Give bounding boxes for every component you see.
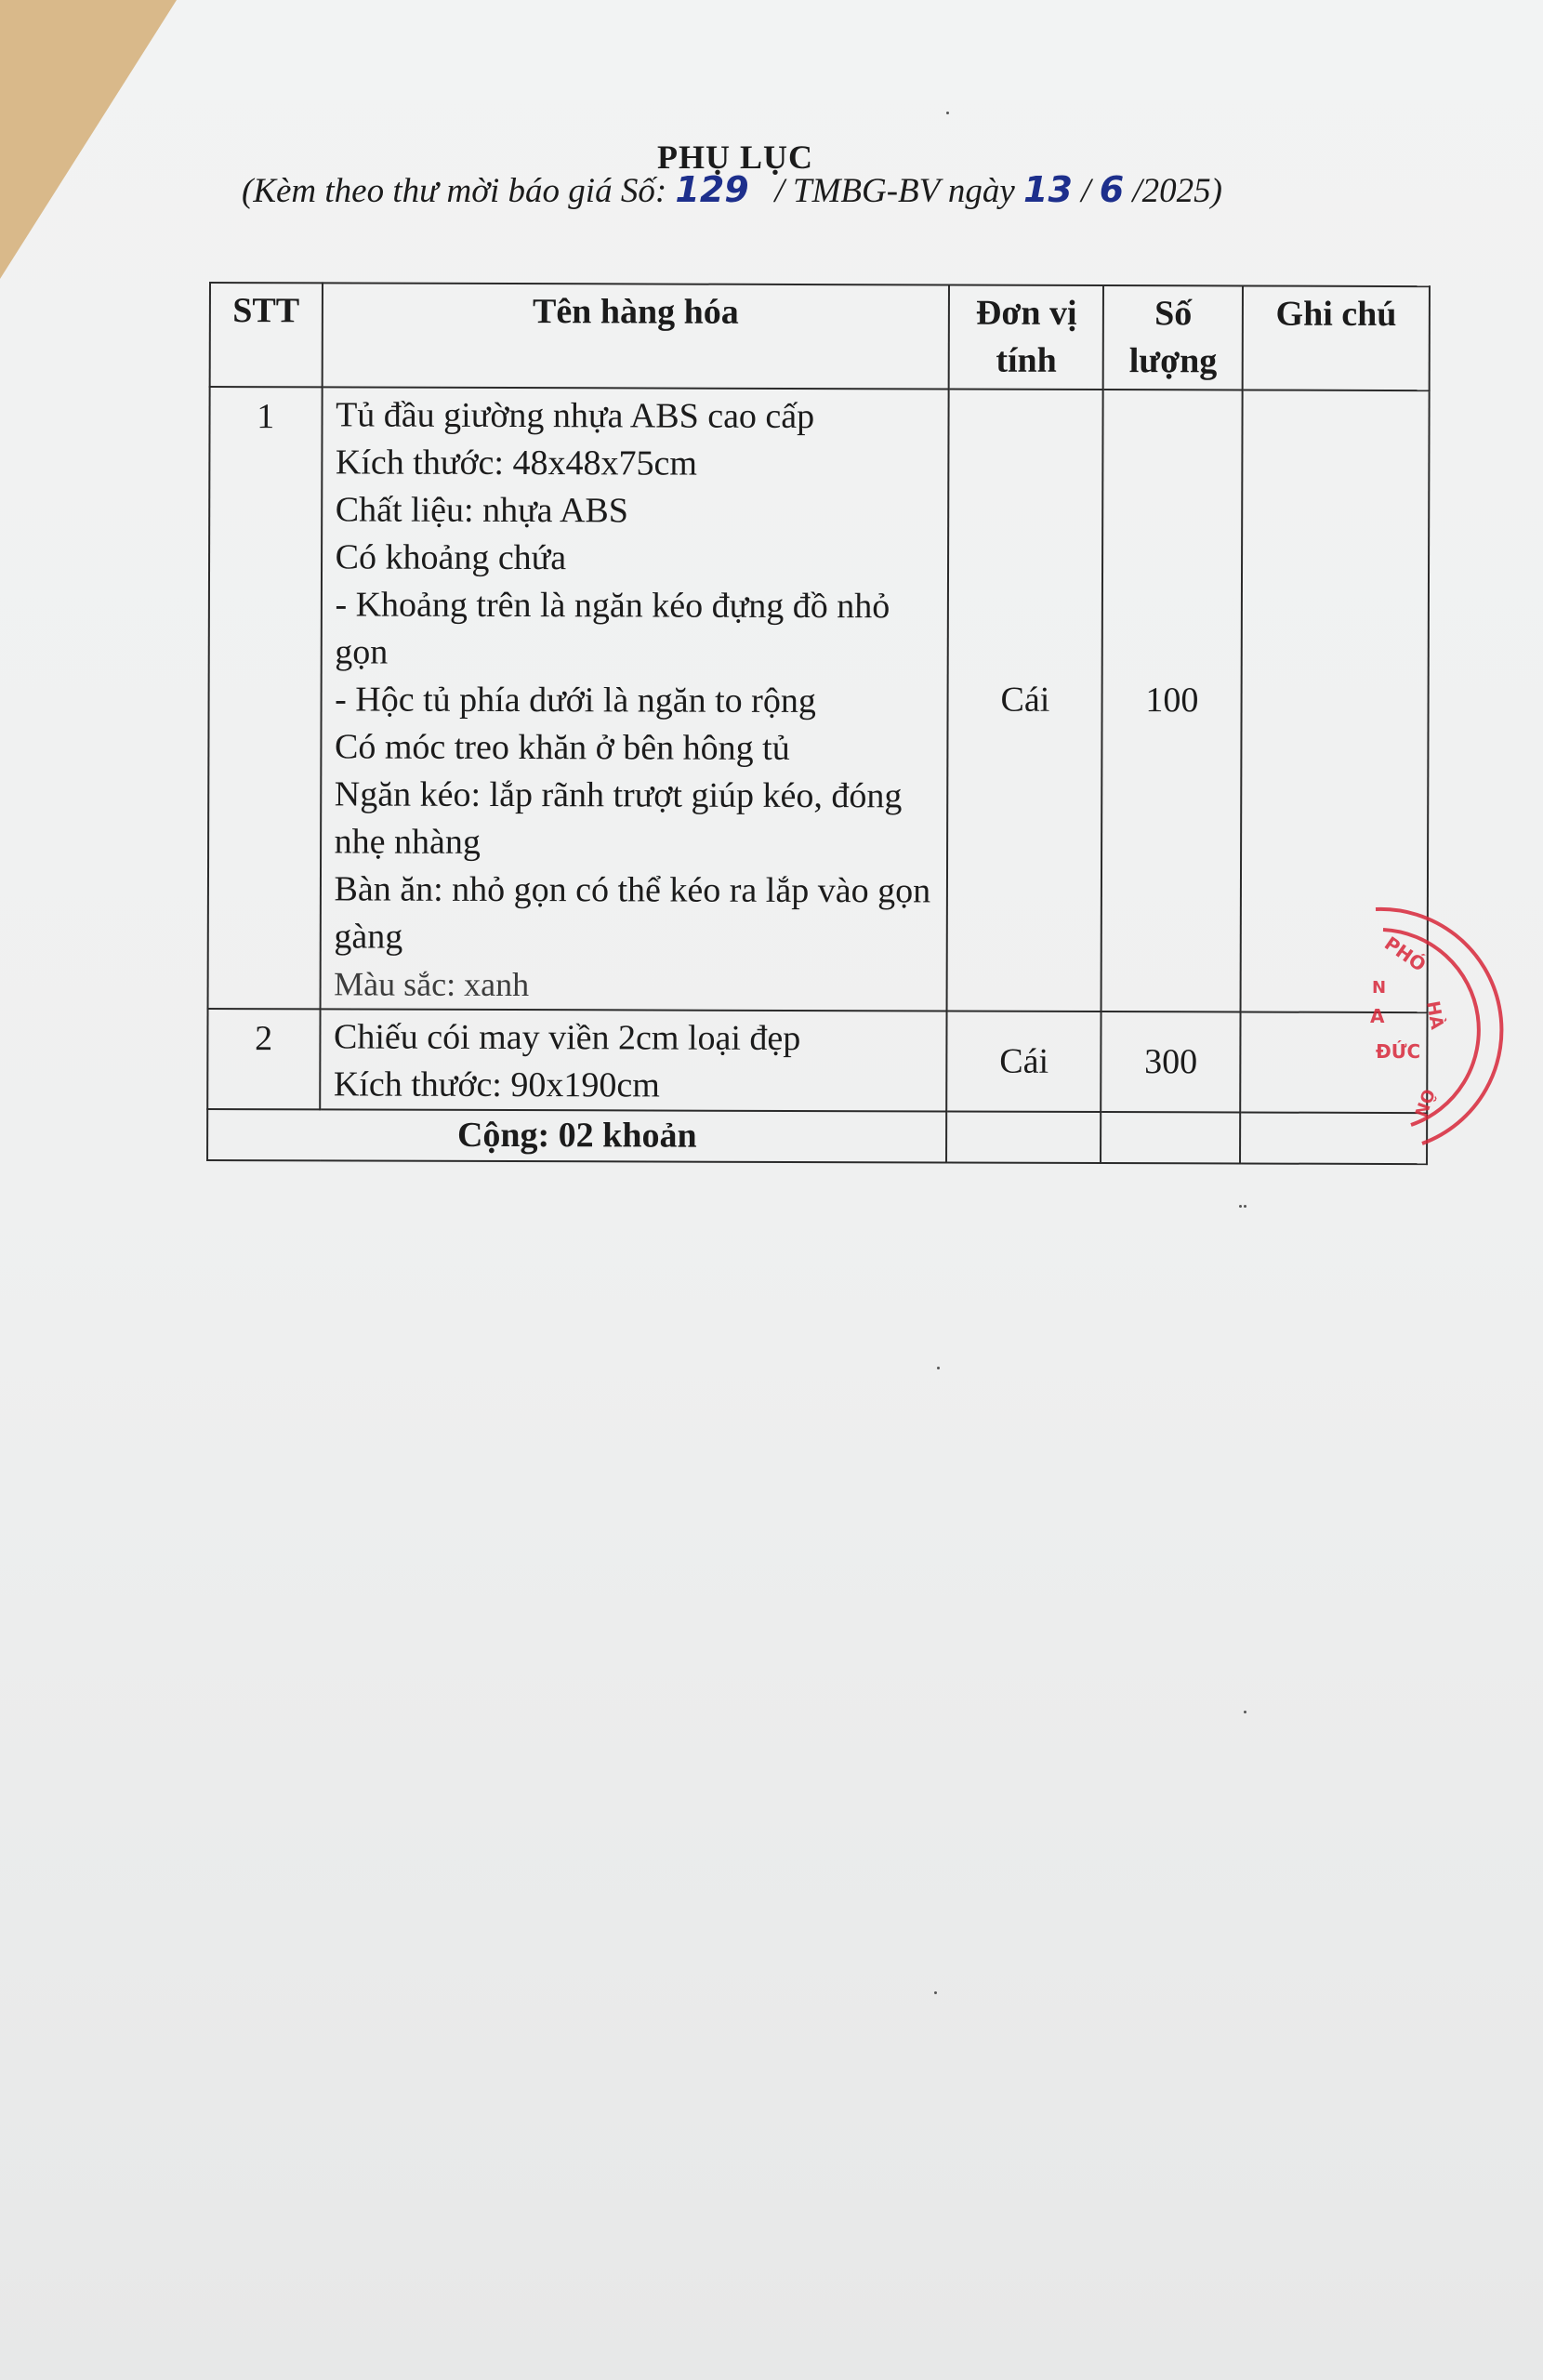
description-line: Màu sắc: xanh [334, 965, 530, 1004]
row1-qty: 100 [1101, 390, 1243, 1012]
stamp-text: ĐỨC [1376, 1040, 1421, 1063]
handwritten-doc-number: 129 [675, 169, 749, 210]
header-name: Tên hàng hóa [322, 283, 949, 389]
paper-speck [1239, 1205, 1242, 1208]
description-line: Tủ đầu giường nhựa ABS cao cấp [336, 395, 815, 437]
date-separator: / [1081, 172, 1091, 210]
header-note: Ghi chú [1243, 285, 1430, 390]
row1-unit: Cái [947, 390, 1103, 1012]
total-qty [1101, 1112, 1240, 1163]
subtitle-prefix: (Kèm theo thư mời báo giá Số: [242, 172, 667, 210]
header-stt: STT [210, 283, 323, 387]
table-header-row [210, 283, 1430, 390]
total-label: Cộng: 02 khoản [207, 1109, 947, 1162]
stamp-text: HÀ [1422, 999, 1448, 1032]
table-row [207, 1009, 1427, 1113]
document-subtitle [242, 169, 1222, 211]
description-line: Bàn ăn: nhỏ gọn có thể kéo ra lắp vào gọn gàng [334, 869, 931, 957]
description-line: Có móc treo khăn ở bên hông tủ [334, 727, 790, 768]
row2-stt: 2 [207, 1009, 320, 1109]
page-title: PHỤ LỤC [657, 139, 813, 176]
description-line: Kích thước: 48x48x75cm [335, 443, 698, 483]
goods-table [206, 282, 1431, 1165]
paper-speck [946, 112, 949, 114]
row2-description [320, 1009, 947, 1111]
total-row [207, 1109, 1427, 1164]
description-line: Có khoảng chứa [335, 537, 567, 578]
total-unit [946, 1111, 1101, 1163]
stamp-text: A [1370, 1005, 1385, 1027]
red-seal-stamp [1311, 892, 1534, 1162]
row2-qty: 300 [1101, 1012, 1241, 1112]
description-line: Ngăn kéo: lắp rãnh trượt giúp kéo, đóng nhẹ nhàng [334, 774, 903, 862]
stamp-text: PHÓ [1380, 932, 1431, 976]
paper-speck [1244, 1711, 1246, 1713]
description-line: - Khoảng trên là ngăn kéo đựng đồ nhỏ gọn [335, 585, 890, 672]
header-qty: Số lượng [1103, 285, 1243, 390]
description-line: Chất liệu: nhựa ABS [335, 490, 628, 531]
paper-speck [1244, 1205, 1246, 1208]
stamp-text: N [1372, 978, 1387, 998]
row2-unit: Cái [947, 1011, 1101, 1112]
row1-stt: 1 [208, 387, 323, 1009]
row1-description [320, 387, 949, 1011]
handwritten-day: 13 [1023, 169, 1073, 210]
description-line: Chiếu cói may viền 2cm loại đẹp [333, 1017, 801, 1059]
description-line: - Hộc tủ phía dưới là ngăn to rộng [335, 680, 816, 721]
handwritten-month: 6 [1099, 169, 1125, 210]
subtitle-middle: / TMBG-BV ngày [774, 172, 1015, 210]
table-row [208, 387, 1430, 1012]
paper-speck [934, 1991, 937, 1994]
paper-speck [937, 1367, 940, 1369]
stamp-text: ÔN [1409, 1086, 1439, 1120]
subtitle-suffix: /2025) [1132, 172, 1222, 210]
header-unit: Đơn vị tính [949, 285, 1103, 390]
description-line: Kích thước: 90x190cm [333, 1064, 660, 1105]
